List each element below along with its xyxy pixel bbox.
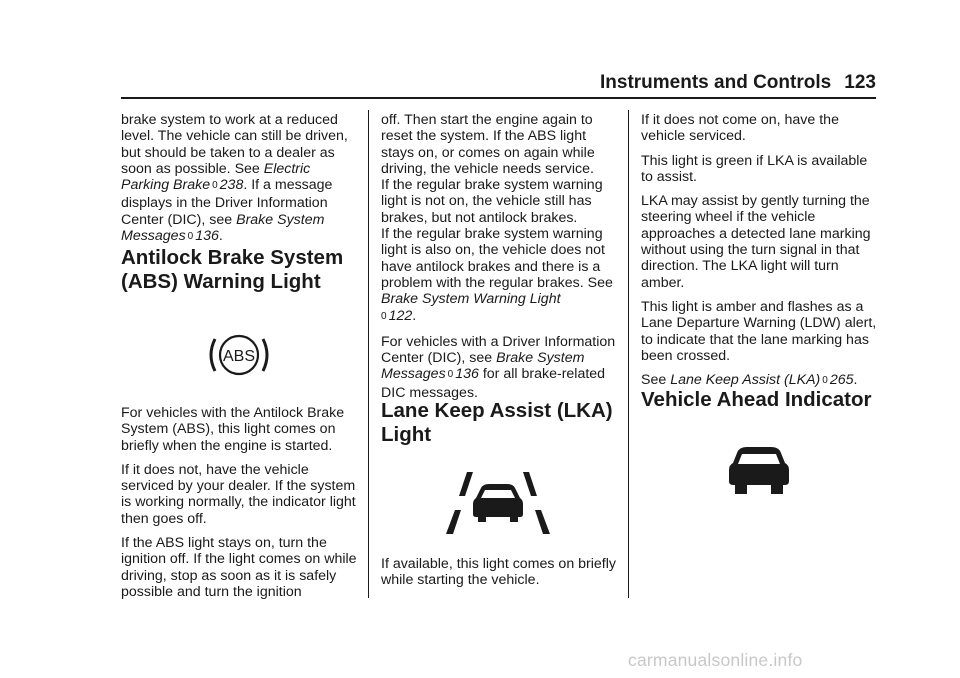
xref-arrow-icon: 0: [212, 180, 218, 192]
column-1-body: [121, 405, 357, 600]
abs-icon-label: ABS: [222, 348, 256, 365]
paragraph: This light is green if LKA is available to assist.: [641, 152, 868, 185]
page-header: [600, 72, 876, 98]
cross-reference[interactable]: Electric Parking Brake: [121, 160, 311, 194]
lane-keep-assist-icon: [445, 470, 551, 536]
cross-reference[interactable]: Brake System Warning Light: [381, 291, 561, 308]
xref-arrow-icon: 0: [447, 369, 454, 381]
section-heading: Lane Keep Assist (LKA) Light: [381, 399, 613, 446]
cross-reference[interactable]: Lane Keep Assist (LKA): [670, 372, 821, 389]
section-heading: Antilock Brake System (ABS) Warning Light: [121, 246, 344, 293]
column-2-body: [381, 556, 617, 589]
paragraph: brake system to work at a reduced level. The vehicle can still be driven, but should be taken to a dealer as soon as possible. See Electric Parking Brake 0 238. If a message displays in the Driver Information Center (DIC), see Brake System Messages 0 136.: [121, 112, 348, 245]
cross-reference[interactable]: Brake System Messages: [381, 350, 585, 383]
column-divider: [368, 110, 369, 598]
paragraph: off. Then start the engine again to reset the system. If the ABS light stays on, or comes on again while driving, the vehicle needs service.: [381, 112, 595, 177]
column-1: [121, 112, 357, 254]
paragraph: If the ABS light stays on, turn the ignition off. If the light comes on while driving, stop as soon as it is safely possible and turn the ignition: [121, 535, 357, 600]
xref-arrow-icon: 0: [187, 231, 194, 243]
paragraph: If it does not come on, have the vehicle serviced.: [641, 112, 839, 145]
column-2: [381, 112, 617, 409]
cross-reference[interactable]: Brake System Messages: [121, 211, 325, 245]
page-reference[interactable]: 238: [219, 177, 244, 194]
paragraph: This light is amber and flashes as a Lane Departure Warning (LDW) alert, to indicate that the lane marking has been crossed.: [641, 298, 877, 364]
column-3: [641, 112, 877, 398]
page-reference[interactable]: 136: [455, 366, 479, 383]
page-reference[interactable]: 136: [195, 228, 219, 245]
xref-arrow-icon: 0: [381, 310, 387, 322]
paragraph: For vehicles with the Antilock Brake System (ABS), this light comes on briefly when the engine is started.: [121, 405, 345, 454]
paragraph: If the regular brake system warning light is not on, the vehicle still has brakes, but not antilock brakes.: [381, 177, 603, 226]
section-title: Instruments and Controls: [600, 72, 832, 93]
section-heading: Vehicle Ahead Indicator: [641, 388, 872, 411]
abs-warning-icon: [205, 330, 273, 380]
vehicle-ahead-icon: [727, 445, 791, 497]
page-number: 123: [844, 72, 876, 93]
paragraph: See Lane Keep Assist (LKA) 0 265.: [641, 372, 858, 389]
paragraph: If it does not, have the vehicle serviced by your dealer. If the system is working normally, the indicator light then goes off.: [121, 461, 356, 527]
paragraph: For vehicles with a Driver Information Center (DIC), see Brake System Messages 0 136 for all brake-related DIC messages.: [381, 333, 616, 401]
xref-arrow-icon: 0: [822, 375, 828, 387]
page-reference[interactable]: 122: [388, 307, 413, 324]
watermark: carmanualsonline.info: [628, 650, 803, 670]
header-rule: [121, 97, 876, 99]
column-divider: [628, 110, 629, 598]
paragraph: LKA may assist by gently turning the steering wheel if the vehicle approaches a detected lane marking without using the turn signal in that direction. The LKA light will turn amber.: [641, 193, 871, 291]
page-reference[interactable]: 265: [829, 372, 854, 389]
paragraph: If available, this light comes on briefly while starting the vehicle.: [381, 556, 616, 589]
paragraph: If the regular brake system warning light is also on, the vehicle does not have antilock brakes and there is a problem with the regular brakes. See Brake System Warning Light 0 122.: [381, 226, 613, 324]
